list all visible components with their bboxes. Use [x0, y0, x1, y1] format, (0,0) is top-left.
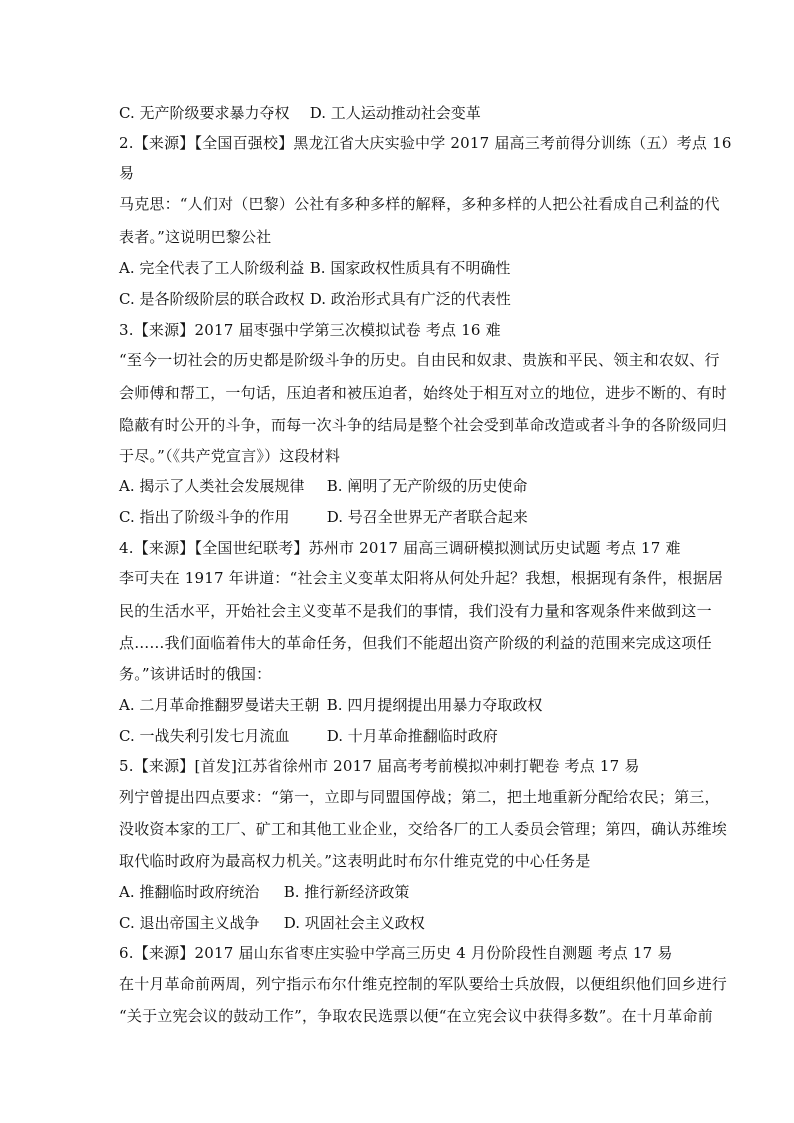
- question-4-options-cd: [119, 724, 498, 748]
- question-2-stem-line: 马克思：“人们对（巴黎）公社有多种多样的解释，多种多样的人把公社看成自己利益的代: [119, 195, 720, 213]
- question-3-stem-line: 隐蔽有时公开的斗争，而每一次斗争的结局是整个社会受到革命改造或者斗争的各阶级同归: [119, 416, 728, 434]
- question-3-options-ab: [119, 474, 527, 498]
- question-1-options-cd: [119, 101, 481, 125]
- option-d: D. 十月革命推翻临时政府: [326, 727, 498, 745]
- question-5-options-ab: [119, 880, 409, 904]
- question-2-options-cd: [119, 287, 511, 311]
- option-b: B. 阐明了无产阶级的历史使命: [326, 477, 528, 495]
- option-a: A. 推翻临时政府统治: [119, 883, 260, 901]
- question-3-options-cd: [119, 505, 528, 529]
- question-3-stem-line: “至今一切社会的历史都是阶级斗争的历史。自由民和奴隶、贵族和平民、领主和农奴、行: [119, 351, 720, 369]
- question-4-options-ab: [119, 693, 542, 717]
- option-d: D. 巩固社会主义政权: [283, 914, 425, 932]
- option-d: D. 工人运动推动社会变革: [309, 104, 481, 122]
- option-c: C. 退出帝国主义战争: [119, 914, 260, 932]
- question-3-stem-line: 会师傅和帮工，一句话，压迫者和被压迫者，始终处于相互对立的地位，进步不断的、有时: [119, 384, 728, 402]
- question-3-header: 3.【来源】2017 届枣强中学第三次模拟试卷 考点 16 难: [119, 321, 501, 339]
- option-c: C. 一战失利引发七月流血: [119, 727, 290, 745]
- option-b: B. 推行新经济政策: [283, 883, 410, 901]
- question-3-stem-line: 于尽。”（《共产党宣言》）这段材料: [119, 447, 341, 465]
- question-4-header: 4.【来源】【全国世纪联考】苏州市 2017 届高三调研模拟测试历史试题 考点 17 难: [119, 539, 681, 557]
- question-4-stem-line: 务。”该讲话时的俄国：: [119, 665, 272, 683]
- question-2-header: 2.【来源】【全国百强校】黑龙江省大庆实验中学 2017 届高三考前得分训练（五）考点 16: [119, 134, 732, 152]
- option-d: D. 政治形式具有广泛的代表性: [309, 290, 511, 308]
- question-2-header-cont: 易: [119, 164, 135, 182]
- question-5-header: 5.【来源】[首发]江苏省徐州市 2017 届高考考前模拟冲刺打靶卷 考点 17 易: [119, 757, 640, 775]
- question-6-stem-line: 在十月革命前两周，列宁指示布尔什维克控制的军队要给士兵放假，以便组织他们回乡进行: [119, 975, 728, 993]
- question-5-options-cd: [119, 911, 425, 935]
- question-4-stem-line: 李可夫在 1917 年讲道：“社会主义变革太阳将从何处升起？我想，根据现有条件，根据居: [119, 569, 723, 587]
- option-a: A. 揭示了人类社会发展规律: [119, 477, 305, 495]
- question-4-stem-line: 点……我们面临着伟大的革命任务，但我们不能超出资产阶级的利益的范围来完成这项任: [119, 634, 712, 652]
- question-2-stem-line: 表者。”这说明巴黎公社: [119, 228, 272, 246]
- question-2-options-ab: [119, 256, 510, 280]
- question-6-stem-line: “关于立宪会议的鼓动工作”，争取农民选票以便“在立宪会议中获得多数”。在十月革命前: [119, 1007, 713, 1025]
- option-d: D. 号召全世界无产者联合起来: [326, 508, 528, 526]
- option-c: C. 无产阶级要求暴力夺权: [119, 104, 290, 122]
- option-a: A. 完全代表了工人阶级利益: [119, 259, 305, 277]
- option-c: C. 指出了阶级斗争的作用: [119, 508, 290, 526]
- option-c: C. 是各阶级阶层的联合政权: [119, 290, 305, 308]
- option-a: A. 二月革命推翻罗曼诺夫王朝: [119, 696, 320, 714]
- option-b: B. 四月提纲提出用暴力夺取政权: [326, 696, 543, 714]
- option-b: B. 国家政权性质具有不明确性: [309, 259, 511, 277]
- question-4-stem-line: 民的生活水平，开始社会主义变革不是我们的事情，我们没有力量和客观条件来做到这一: [119, 602, 712, 620]
- question-5-stem-line: 没收资本家的工厂、矿工和其他工业企业，交给各厂的工人委员会管理；第四，确认苏维埃: [119, 820, 728, 838]
- question-6-header: 6.【来源】2017 届山东省枣庄实验中学高三历史 4 月份阶段性自测题 考点 17 易: [119, 944, 673, 962]
- question-5-stem-line: 取代临时政府为最高权力机关。”这表明此时布尔什维克党的中心任务是: [119, 852, 591, 870]
- question-5-stem-line: 列宁曾提出四点要求：“第一，立即与同盟国停战；第二，把土地重新分配给农民；第三，: [119, 788, 720, 806]
